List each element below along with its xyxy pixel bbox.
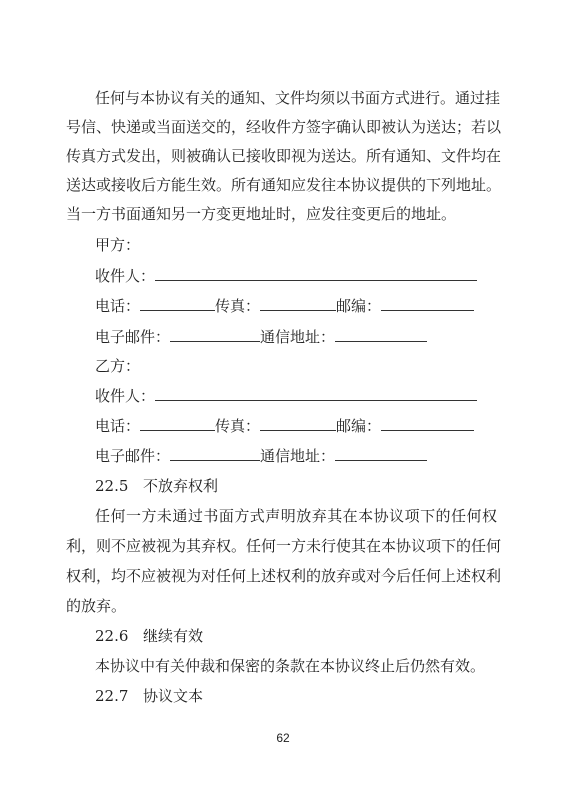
paragraph-line: 利，则不应被视为其弃权。任何一方未行使其在本协议项下的任何 bbox=[66, 537, 502, 555]
paragraph-line: 的放弃。 bbox=[66, 597, 127, 615]
paragraph-line: 任何一方未通过书面方式声明放弃其在本协议项下的任何权 bbox=[95, 507, 497, 525]
section-number: 22.5 bbox=[95, 477, 129, 495]
party-a-contact-row bbox=[95, 295, 474, 316]
address-field[interactable] bbox=[335, 445, 427, 461]
paragraph-line: 传真方式发出，则被确认已接收即视为送达。所有通知、文件均在 bbox=[66, 147, 502, 165]
postcode-label: 邮编： bbox=[336, 297, 382, 315]
phone-field[interactable] bbox=[140, 415, 215, 431]
section-title: 继续有效 bbox=[143, 627, 204, 645]
address-label: 通信地址： bbox=[260, 447, 336, 465]
recipient-label: 收件人： bbox=[95, 267, 156, 285]
paragraph-line: 号信、快递或当面送交的，经收件方签字确认即被认为送达；若以 bbox=[66, 118, 502, 136]
postcode-field[interactable] bbox=[381, 415, 474, 431]
email-field[interactable] bbox=[170, 326, 260, 342]
email-label: 电子邮件： bbox=[95, 328, 171, 346]
paragraph-line: 本协议中有关仲裁和保密的条款在本协议终止后仍然有效。 bbox=[95, 657, 486, 675]
party-b-recipient-row bbox=[95, 385, 477, 406]
phone-label: 电话： bbox=[95, 297, 141, 315]
paragraph-line: 权利，均不应被视为对任何上述权利的放弃或对今后任何上述权利 bbox=[66, 567, 502, 585]
section-number: 22.7 bbox=[95, 687, 129, 705]
address-label: 通信地址： bbox=[260, 328, 336, 346]
recipient-field[interactable] bbox=[155, 265, 477, 281]
party-a-title: 甲方： bbox=[95, 236, 141, 254]
email-label: 电子邮件： bbox=[95, 447, 171, 465]
fax-field[interactable] bbox=[260, 295, 336, 311]
paragraph-line: 送达或接收后方能生效。所有通知应发往本协议提供的下列地址。 bbox=[66, 176, 502, 194]
section-number: 22.6 bbox=[95, 627, 129, 645]
recipient-label: 收件人： bbox=[95, 387, 156, 405]
paragraph-line: 当一方书面通知另一方变更地址时，应发往变更后的地址。 bbox=[66, 205, 457, 223]
postcode-label: 邮编： bbox=[336, 417, 382, 435]
party-a-address-row bbox=[95, 326, 427, 347]
section-title: 协议文本 bbox=[143, 687, 204, 705]
paragraph-line: 任何与本协议有关的通知、文件均须以书面方式进行。通过挂 bbox=[95, 89, 501, 107]
section-heading bbox=[95, 686, 203, 706]
section-title: 不放弃权利 bbox=[143, 477, 219, 495]
page-number: 62 bbox=[276, 731, 290, 745]
party-b-title: 乙方： bbox=[95, 357, 141, 375]
fax-label: 传真： bbox=[215, 297, 261, 315]
phone-field[interactable] bbox=[140, 295, 215, 311]
address-field[interactable] bbox=[335, 326, 427, 342]
recipient-field[interactable] bbox=[155, 385, 477, 401]
section-heading bbox=[95, 626, 203, 646]
phone-label: 电话： bbox=[95, 417, 141, 435]
party-b-contact-row bbox=[95, 415, 474, 436]
fax-label: 传真： bbox=[215, 417, 261, 435]
section-heading bbox=[95, 476, 218, 496]
party-a-recipient-row bbox=[95, 265, 477, 286]
postcode-field[interactable] bbox=[381, 295, 474, 311]
fax-field[interactable] bbox=[260, 415, 336, 431]
email-field[interactable] bbox=[170, 445, 260, 461]
party-b-address-row bbox=[95, 445, 427, 466]
